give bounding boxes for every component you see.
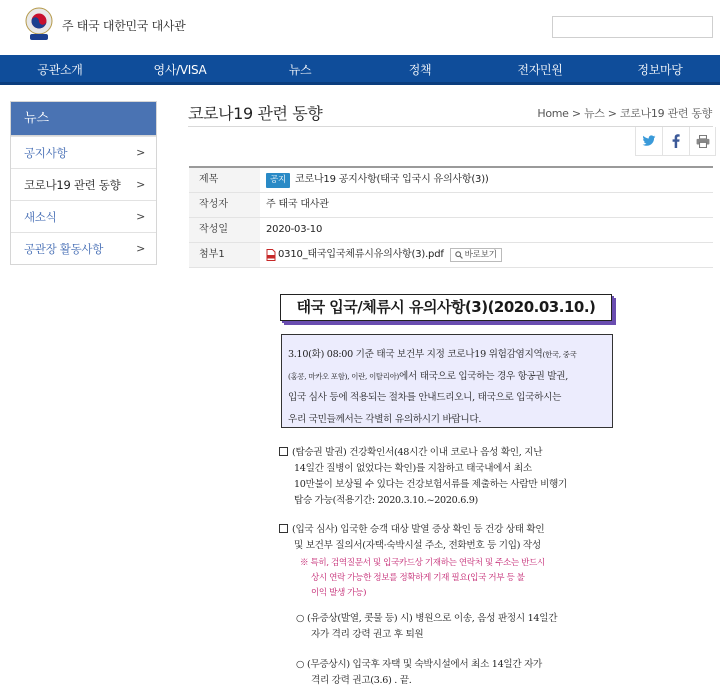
warning-note	[300, 556, 614, 601]
circle-bullet-icon: ○	[296, 613, 305, 624]
sidebar-title: 뉴스	[11, 102, 156, 136]
share-divider	[635, 155, 716, 156]
s1-line-1: (유증상(발열, 콧물 등) 시) 병원으로 이송, 음성 판정시 14일간	[307, 613, 558, 624]
facebook-icon	[672, 134, 680, 148]
subject-value	[260, 168, 713, 192]
sidebar-item-label: 새소식	[24, 210, 57, 224]
warn-line-2: 상시 연락 가능한 정보를 정확하게 기재 필요(입국 거부 등 불	[311, 573, 525, 583]
p1-line-1: (탑승권 발권) 건강확인서(48시간 이내 코로나 음성 확인, 지난	[292, 447, 543, 458]
sidebar-item-latest-news[interactable]	[11, 200, 156, 232]
subject-label: 제목	[189, 168, 260, 192]
sidebar-item-label: 공관장 활동사항	[24, 242, 104, 256]
chevron-right-icon: >	[136, 146, 145, 159]
main-nav	[0, 55, 720, 85]
preview-button-label: 바로보기	[464, 250, 497, 260]
document-title: 태국 입국/체류시 유의사항(3)(2020.03.10.)	[280, 294, 612, 321]
checkbox-square-icon	[279, 524, 288, 533]
notice-line-2: (홍콩, 마카오 포함), 이란, 이탈리아)에서 태국으로 입국하는 경우 항공권 발권,	[288, 370, 568, 382]
p1-line-2: 14일간 질병이 없었다는 확인)를 지참하고 태국내에서 최소	[294, 463, 532, 474]
nav-item-consular-visa[interactable]: 영사/VISA	[153, 63, 207, 77]
pdf-file-icon	[266, 249, 276, 261]
sidebar-item-label: 공지사항	[24, 146, 68, 160]
p2-line-2: 및 보건부 질의서(자택·숙박시설 주소, 전화번호 등 기입) 작성	[294, 540, 541, 551]
notice-line-1: 3.10(화) 08:00 기준 태국 보건부 지정 코로나19 위험감염지역(한국, 중국	[288, 349, 577, 360]
notice-badge: 공지	[266, 173, 290, 188]
nav-item-e-civil-service[interactable]: 전자민원	[517, 63, 563, 77]
post-author: 주 태국 대사관	[266, 199, 329, 210]
preview-button[interactable]	[450, 248, 502, 262]
date-label: 작성일	[189, 218, 260, 242]
checkbox-square-icon	[279, 447, 288, 456]
chevron-right-icon: >	[136, 178, 145, 191]
twitter-icon	[642, 135, 656, 147]
warn-line-1: ※ 특히, 검역질문서 및 입국카드상 기재하는 연락처 및 주소는 반드시	[300, 558, 545, 568]
twitter-share-button[interactable]	[635, 127, 662, 155]
info-row-author	[189, 193, 713, 218]
paragraph-boarding	[279, 445, 615, 509]
sidebar-item-ambassador-activities[interactable]	[11, 232, 156, 264]
post-subject: 코로나19 공지사항(태국 입국시 유의사항(3))	[295, 174, 489, 185]
facebook-share-button[interactable]	[662, 127, 689, 155]
sub-item-asymptomatic	[296, 657, 626, 689]
p1-line-3: 10만불이 보상될 수 있다는 건강보험서류를 제출하는 사람만 비행기	[294, 479, 567, 490]
post-date: 2020-03-10	[266, 224, 323, 235]
info-row-subject	[189, 168, 713, 193]
attachment-value	[260, 243, 713, 267]
chevron-right-icon: >	[136, 210, 145, 223]
s2-line-2: 격리 강력 권고(3.6) . 끝.	[311, 675, 412, 686]
site-header	[0, 0, 720, 55]
sidebar-item-covid19[interactable]	[11, 168, 156, 200]
nav-item-about[interactable]: 공관소개	[37, 63, 83, 77]
p2-line-1: (입국 심사) 입국한 승객 대상 발열 증상 확인 등 건강 상태 확인	[292, 524, 545, 535]
s1-line-2: 자가 격리 강력 권고 후 퇴원	[311, 629, 424, 640]
paragraph-immigration	[279, 522, 615, 554]
sidebar-item-notices[interactable]	[11, 136, 156, 168]
embassy-emblem-icon[interactable]	[24, 7, 54, 41]
print-icon	[696, 135, 710, 148]
attachment-link[interactable]: 0310_태국입국체류시유의사항(3).pdf	[278, 249, 444, 260]
info-row-date	[189, 218, 713, 243]
breadcrumb[interactable]: Home > 뉴스 > 코로나19 관련 동향	[537, 107, 712, 120]
sub-item-symptomatic	[296, 611, 626, 643]
s2-line-1: (무증상시) 입국후 자택 및 숙박시설에서 최소 14일간 자가	[307, 659, 543, 670]
p1-line-4: 탑승 가능(적용기간: 2020.3.10.~2020.6.9)	[294, 495, 478, 506]
nav-item-info[interactable]: 정보마당	[637, 63, 683, 77]
nav-item-policy[interactable]: 정책	[408, 63, 432, 77]
sidebar-item-label: 코로나19 관련 동향	[24, 178, 121, 192]
search-input[interactable]	[552, 16, 713, 38]
chevron-right-icon: >	[136, 242, 145, 255]
info-row-attachment	[189, 243, 713, 268]
author-label: 작성자	[189, 193, 260, 217]
circle-bullet-icon: ○	[296, 659, 305, 670]
page-title: 코로나19 관련 동향	[188, 104, 323, 123]
sidebar	[10, 101, 157, 265]
magnifier-icon	[455, 251, 463, 259]
site-title[interactable]: 주 태국 대한민국 대사관	[62, 19, 186, 33]
notice-line-3: 입국 심사 등에 적용되는 절차를 안내드리오니, 태국으로 입국하시는	[288, 392, 562, 403]
nav-item-news[interactable]: 뉴스	[288, 63, 312, 77]
post-info-table	[189, 166, 713, 268]
warn-line-3: 이익 발생 가능)	[311, 588, 367, 598]
notice-line-4: 우리 국민들께서는 각별히 유의하시기 바랍니다.	[288, 413, 482, 425]
print-button[interactable]	[689, 127, 716, 155]
notice-box	[281, 334, 613, 428]
attachment-label: 첨부1	[189, 243, 260, 267]
